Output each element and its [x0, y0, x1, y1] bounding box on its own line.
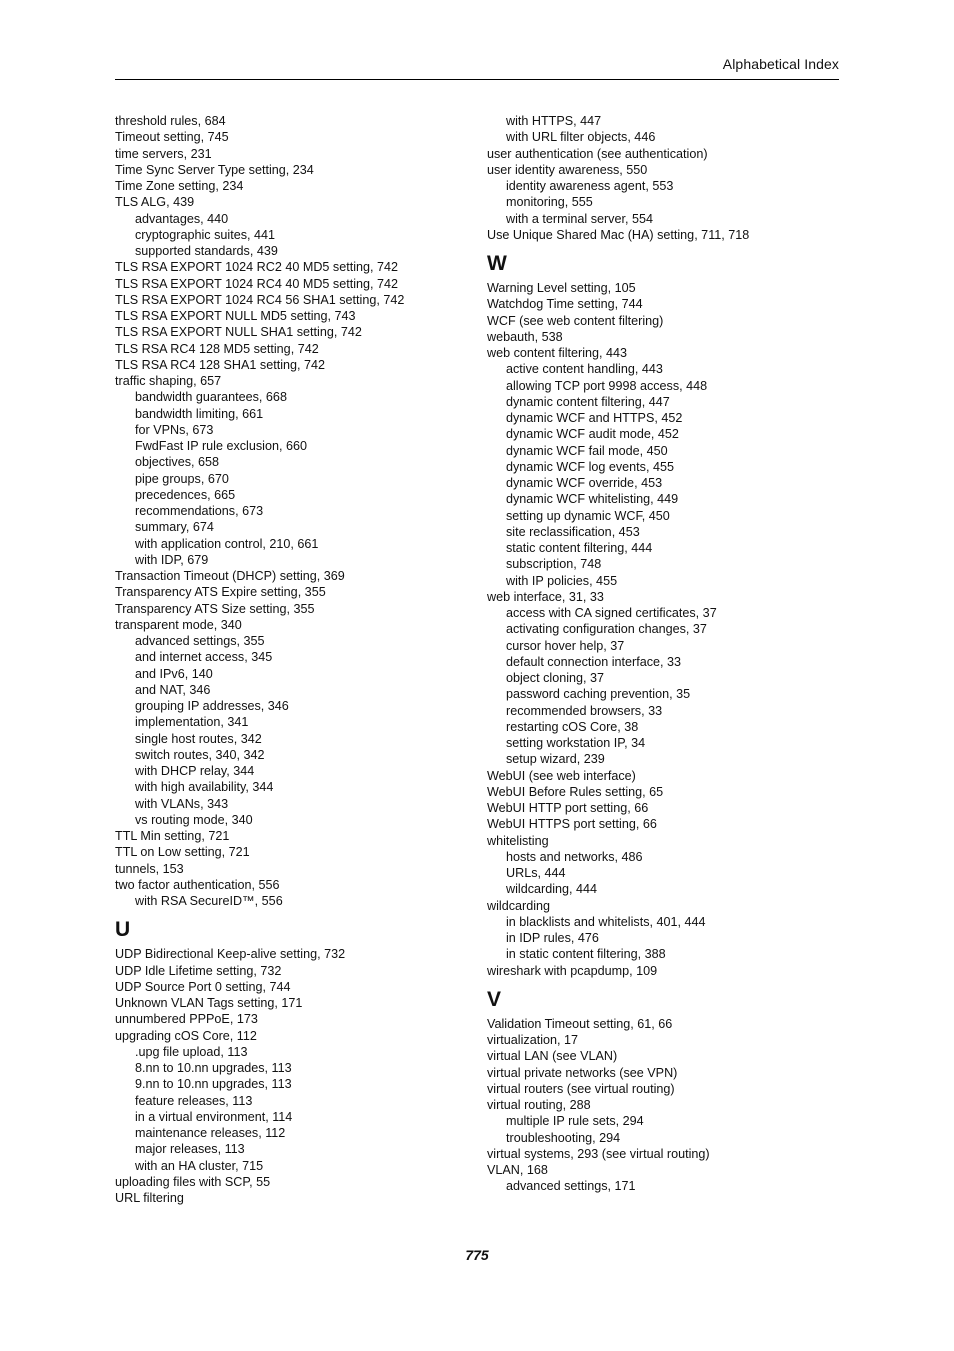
index-entry: TTL Min setting, 721 — [115, 829, 230, 843]
index-subentry: access with CA signed certificates, 37 — [506, 606, 717, 620]
index-subentry: and NAT, 346 — [135, 682, 211, 697]
index-subentry: feature releases, 113 — [135, 1093, 253, 1108]
index-subentry: with RSA SecureID™, 556 — [135, 894, 283, 908]
index-entry: traffic shaping, 657 — [115, 374, 222, 388]
index-subentry: with HTTPS, 447 — [506, 114, 602, 128]
index-subentry: in a virtual environment, 114 — [135, 1109, 293, 1124]
index-subentry: summary, 674 — [135, 520, 214, 535]
index-subentry: bandwidth limiting, 661 — [135, 406, 264, 421]
index-subentry: in static content filtering, 388 — [506, 947, 666, 962]
index-entry: wireshark with pcapdump, 109 — [487, 963, 658, 978]
index-subentry: hosts and networks, 486 — [506, 849, 643, 864]
index-subentry: maintenance releases, 112 — [135, 1126, 286, 1140]
index-subentry: objectives, 658 — [135, 455, 220, 470]
index-subentry: .upg file upload, 113 — [135, 1044, 248, 1059]
index-subentry: with a terminal server, 554 — [506, 211, 653, 226]
index-entry: virtualization, 17 — [487, 1033, 579, 1047]
index-entry: TLS ALG, 439 — [115, 195, 195, 210]
index-entry: Transparency ATS Expire setting, 355 — [115, 585, 326, 600]
index-entry: webauth, 538 — [487, 329, 563, 344]
index-subentry: 9.nn to 10.nn upgrades, 113 — [135, 1077, 292, 1092]
index-subentry: dynamic WCF whitelisting, 449 — [506, 492, 679, 507]
index-entry: virtual routing, 288 — [487, 1098, 591, 1112]
index-subentry: and IPv6, 140 — [135, 666, 213, 681]
index-entry: TLS RSA RC4 128 MD5 setting, 742 — [115, 341, 319, 356]
index-column-left — [115, 113, 475, 1206]
letter-heading-v: V — [487, 987, 502, 1011]
index-subentry: default connection interface, 33 — [506, 654, 682, 669]
index-subentry: identity awareness agent, 553 — [506, 179, 674, 193]
index-subentry: pipe groups, 670 — [135, 471, 229, 486]
index-subentry: precedences, 665 — [135, 487, 236, 502]
index-entry: TTL on Low setting, 721 — [115, 845, 250, 860]
index-entry: Time Sync Server Type setting, 234 — [115, 162, 314, 177]
index-subentry: dynamic WCF audit mode, 452 — [506, 427, 679, 442]
page-number: 775 — [465, 1247, 489, 1263]
index-entry: WebUI HTTPS port setting, 66 — [487, 817, 657, 832]
index-subentry: cursor hover help, 37 — [506, 638, 625, 653]
index-subentry: URLs, 444 — [506, 866, 566, 880]
index-entry: Transaction Timeout (DHCP) setting, 369 — [115, 569, 345, 583]
index-entry: UDP Source Port 0 setting, 744 — [115, 979, 291, 994]
index-subentry: supported standards, 439 — [135, 244, 278, 258]
index-entry: Transparency ATS Size setting, 355 — [115, 601, 315, 616]
index-entry: WebUI HTTP port setting, 66 — [487, 801, 649, 815]
index-entry: TLS RSA EXPORT NULL SHA1 setting, 742 — [115, 325, 362, 340]
index-subentry: for VPNs, 673 — [135, 422, 214, 437]
index-subentry: FwdFast IP rule exclusion, 660 — [135, 439, 307, 453]
index-entry: Watchdog Time setting, 744 — [487, 297, 643, 312]
header-title: Alphabetical Index — [722, 56, 839, 72]
index-entry: user identity awareness, 550 — [487, 162, 648, 177]
index-subentry: vs routing mode, 340 — [135, 812, 253, 827]
index-subentry: with VLANs, 343 — [135, 796, 229, 811]
index-subentry: password caching prevention, 35 — [506, 687, 691, 702]
index-subentry: setting up dynamic WCF, 450 — [506, 508, 670, 523]
index-subentry: recommended browsers, 33 — [506, 703, 663, 718]
letter-heading-w: W — [487, 252, 507, 275]
index-entry: time servers, 231 — [115, 146, 212, 161]
index-entry: uploading files with SCP, 55 — [115, 1174, 271, 1189]
entry-group — [115, 113, 475, 909]
index-subentry: dynamic WCF fail mode, 450 — [506, 443, 668, 458]
index-subentry: implementation, 341 — [135, 715, 249, 730]
index-entry: Unknown VLAN Tags setting, 171 — [115, 996, 303, 1010]
index-entry: WebUI Before Rules setting, 65 — [487, 784, 664, 799]
index-entry: UDP Bidirectional Keep-alive setting, 732 — [115, 947, 346, 962]
index-entry: URL filtering — [115, 1191, 184, 1205]
index-subentry: bandwidth guarantees, 668 — [135, 390, 287, 405]
index-subentry: activating configuration changes, 37 — [506, 622, 707, 637]
index-entry: WebUI (see web interface) — [487, 768, 636, 783]
index-subentry: with high availability, 344 — [135, 780, 274, 795]
index-entry: Use Unique Shared Mac (HA) setting, 711, 718 — [487, 227, 750, 242]
index-subentry: grouping IP addresses, 346 — [135, 699, 289, 713]
index-subentry: advanced settings, 355 — [135, 634, 265, 648]
index-entry: Warning Level setting, 105 — [487, 281, 636, 295]
index-subentry: cryptographic suites, 441 — [135, 227, 276, 242]
index-subentry: subscription, 748 — [506, 557, 602, 572]
index-subentry: dynamic WCF override, 453 — [506, 476, 663, 490]
index-subentry: recommendations, 673 — [135, 504, 264, 518]
index-subentry: active content handling, 443 — [506, 362, 663, 377]
index-subentry: setting workstation IP, 34 — [506, 736, 646, 750]
index-entry: TLS RSA EXPORT 1024 RC4 40 MD5 setting, 742 — [115, 276, 399, 291]
index-entry: TLS RSA EXPORT 1024 RC4 56 SHA1 setting, 742 — [115, 292, 405, 307]
index-subentry: switch routes, 340, 342 — [135, 747, 265, 762]
index-entry: VLAN, 168 — [487, 1163, 548, 1177]
index-subentry: with IDP, 679 — [135, 552, 209, 567]
index-entry: web interface, 31, 33 — [487, 589, 604, 604]
index-subentry: major releases, 113 — [135, 1142, 245, 1157]
index-entry: virtual private networks (see VPN) — [487, 1065, 678, 1080]
index-subentry: with IP policies, 455 — [506, 573, 618, 588]
index-subentry: allowing TCP port 9998 access, 448 — [506, 378, 708, 393]
index-subentry: 8.nn to 10.nn upgrades, 113 — [135, 1061, 292, 1075]
index-subentry: setup wizard, 239 — [506, 752, 605, 767]
index-subentry: object cloning, 37 — [506, 671, 605, 685]
index-subentry: site reclassification, 453 — [506, 524, 640, 539]
entry-group — [487, 1016, 847, 1195]
index-entry: WCF (see web content filtering) — [487, 313, 664, 328]
index-subentry: with DHCP relay, 344 — [135, 764, 255, 778]
index-column-right — [487, 113, 847, 1195]
index-subentry: with an HA cluster, 715 — [135, 1158, 264, 1173]
index-entry: two factor authentication, 556 — [115, 877, 280, 892]
index-entry: TLS RSA EXPORT 1024 RC2 40 MD5 setting, 742 — [115, 260, 399, 275]
entry-group — [487, 113, 847, 243]
index-subentry: advantages, 440 — [135, 211, 229, 226]
index-subentry: dynamic WCF log events, 455 — [506, 459, 674, 474]
index-entry: web content filtering, 443 — [487, 346, 628, 360]
index-subentry: dynamic WCF and HTTPS, 452 — [506, 411, 683, 425]
index-entry: UDP Idle Lifetime setting, 732 — [115, 963, 282, 978]
index-entry: unnumbered PPPoE, 173 — [115, 1012, 258, 1027]
index-entry: user authentication (see authentication) — [487, 146, 708, 161]
index-subentry: monitoring, 555 — [506, 195, 593, 210]
index-subentry: and internet access, 345 — [135, 650, 273, 665]
index-entry: transparent mode, 340 — [115, 617, 242, 632]
index-entry: wildcarding — [487, 898, 550, 913]
index-subentry: troubleshooting, 294 — [506, 1130, 621, 1145]
index-entry: TLS RSA RC4 128 SHA1 setting, 742 — [115, 357, 326, 372]
index-entry: TLS RSA EXPORT NULL MD5 setting, 743 — [115, 309, 356, 323]
index-entry: virtual LAN (see VLAN) — [487, 1049, 618, 1064]
index-subentry: with URL filter objects, 446 — [506, 130, 656, 145]
index-entry: whitelisting — [487, 833, 549, 848]
index-subentry: static content filtering, 444 — [506, 541, 653, 555]
index-entry: tunnels, 153 — [115, 861, 184, 876]
index-subentry: restarting cOS Core, 38 — [506, 719, 639, 734]
entry-group — [487, 280, 847, 979]
index-entry: Time Zone setting, 234 — [115, 179, 244, 193]
index-entry: threshold rules, 684 — [115, 114, 226, 128]
index-subentry: dynamic content filtering, 447 — [506, 394, 670, 409]
index-entry: virtual routers (see virtual routing) — [487, 1081, 675, 1096]
index-entry: Timeout setting, 745 — [115, 130, 229, 145]
index-subentry: with application control, 210, 661 — [135, 536, 319, 551]
index-entry: upgrading cOS Core, 112 — [115, 1028, 257, 1043]
index-subentry: wildcarding, 444 — [506, 882, 598, 897]
index-subentry: multiple IP rule sets, 294 — [506, 1114, 644, 1129]
letter-heading-u: U — [115, 918, 131, 942]
index-entry: virtual systems, 293 (see virtual routing) — [487, 1146, 710, 1161]
index-subentry: in blacklists and whitelists, 401, 444 — [506, 914, 706, 929]
index-entry: Validation Timeout setting, 61, 66 — [487, 1016, 673, 1031]
entry-group — [115, 946, 475, 1206]
page-header — [115, 53, 839, 80]
index-subentry: in IDP rules, 476 — [506, 931, 599, 945]
index-subentry: advanced settings, 171 — [506, 1179, 636, 1194]
index-subentry: single host routes, 342 — [135, 731, 262, 746]
